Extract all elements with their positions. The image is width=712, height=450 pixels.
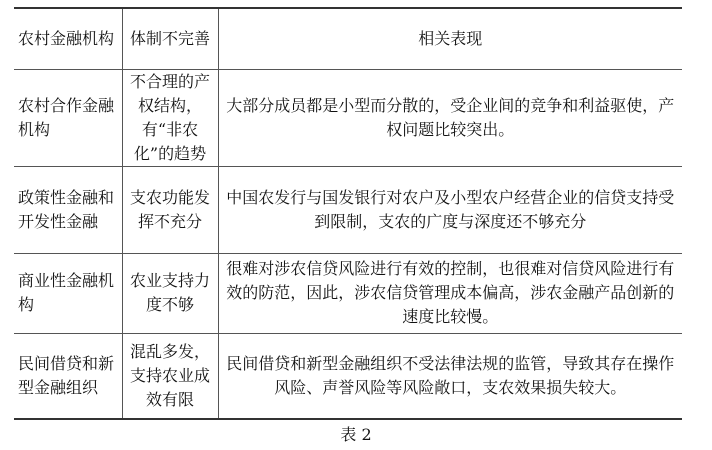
table-row <box>14 69 682 166</box>
issue-cell: 不合理的产权结构，有“非农化”的趋势 <box>122 69 218 166</box>
institution-cell: 农村合作金融机构 <box>14 69 122 166</box>
issue-cell: 支农功能发挥不充分 <box>122 166 218 253</box>
table-row <box>14 166 682 253</box>
institution-cell: 政策性金融和开发性金融 <box>14 166 122 253</box>
header-issue: 体制不完善 <box>122 8 218 69</box>
manifestation-cell: 民间借贷和新型金融组织不受法律法规的监管，导致其存在操作风险、声誉风险等风险敞口，支农效果损失较大。 <box>218 333 682 419</box>
manifestation-cell: 中国农发行与国发银行对农户及小型农户经营企业的信贷支持受到限制，支农的广度与深度还不够充分 <box>218 166 682 253</box>
issue-cell: 农业支持力度不够 <box>122 253 218 333</box>
table-caption: 表 2 <box>340 425 372 444</box>
comparison-table <box>14 7 682 420</box>
header-manifestation: 相关表现 <box>218 8 682 69</box>
table-row <box>14 333 682 419</box>
header-institution: 农村金融机构 <box>14 8 122 69</box>
table-header-row <box>14 8 682 69</box>
table-row <box>14 253 682 333</box>
institution-cell: 商业性金融机构 <box>14 253 122 333</box>
issue-cell: 混乱多发，支持农业成效有限 <box>122 333 218 419</box>
institution-cell: 民间借贷和新型金融组织 <box>14 333 122 419</box>
manifestation-cell: 很难对涉农信贷风险进行有效的控制，也很难对信贷风险进行有效的防范，因此，涉农信贷管理成本偏高，涉农金融产品创新的速度比较慢。 <box>218 253 682 333</box>
manifestation-cell: 大部分成员都是小型而分散的，受企业间的竞争和利益驱使，产权问题比较突出。 <box>218 69 682 166</box>
